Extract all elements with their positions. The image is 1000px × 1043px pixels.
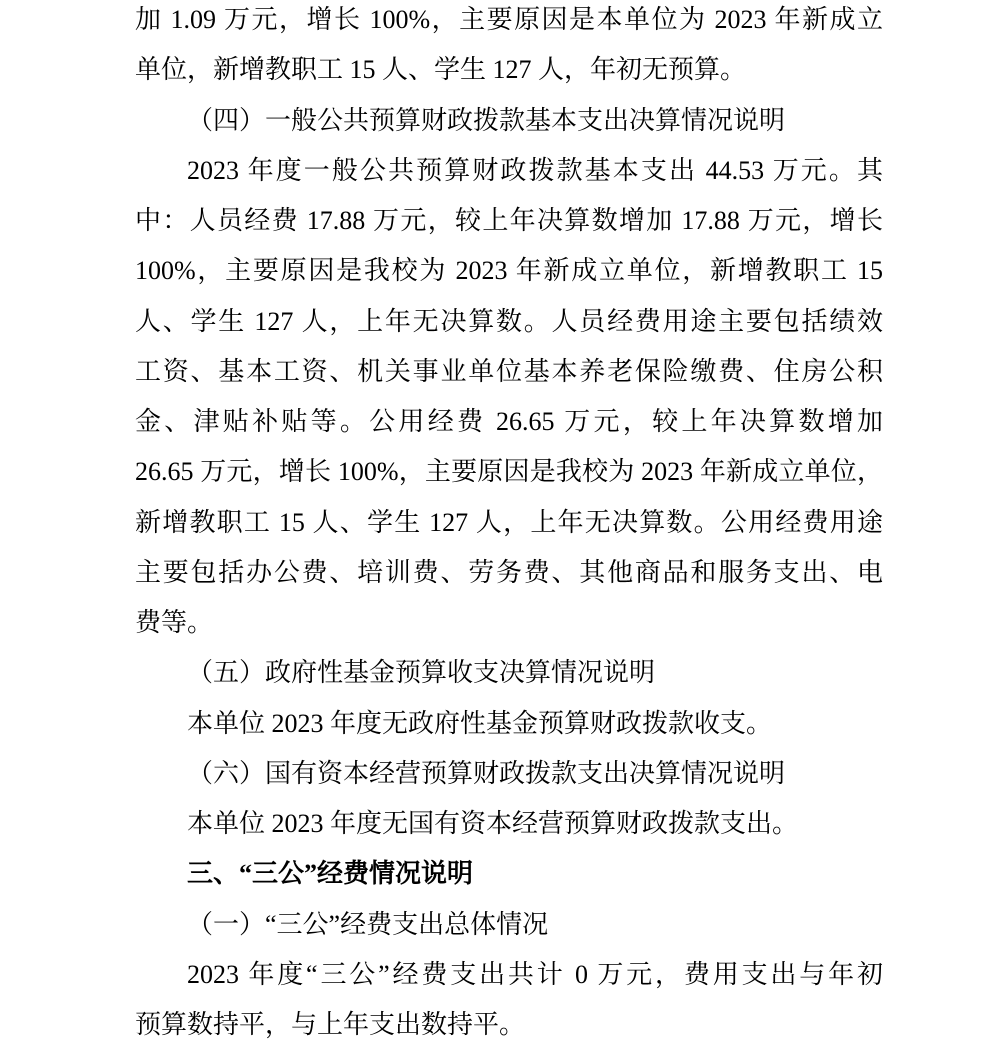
paragraph-continued (135, 5, 883, 85)
text-line: 单位，新增教职工 15 人、学生 127 人，年初无预算。 (135, 55, 747, 85)
text-line: 工资、基本工资、机关事业单位基本养老保险缴费、住房公积 (135, 356, 883, 386)
text-line: 26.65 万元，增长 100%，主要原因是我校为 2023 年新成立单位， (135, 457, 883, 487)
text-line: 新增教职工 15 人、学生 127 人，上年无决算数。公用经费用途 (135, 507, 883, 537)
text-line: 费等。 (135, 608, 214, 637)
subsection-heading-4: （四）一般公共预算财政拨款基本支出决算情况说明 (187, 105, 786, 135)
paragraph-basic-expenditure (135, 156, 883, 638)
text-line: 本单位 2023 年度无国有资本经营预算财政拨款支出。 (187, 809, 799, 838)
paragraph-three-public-expenses (135, 960, 883, 1040)
text-line: 金、津贴补贴等。公用经费 26.65 万元，较上年决算数增加 (135, 407, 883, 436)
text-line: 人、学生 127 人，上年无决算数。人员经费用途主要包括绩效 (135, 306, 883, 336)
text-line: 中：人员经费 17.88 万元，较上年决算数增加 17.88 万元，增长 (135, 206, 883, 235)
paragraph-government-fund (135, 709, 883, 739)
text-line: 本单位 2023 年度无政府性基金预算财政拨款收支。 (187, 708, 773, 738)
subsection-heading-6: （六）国有资本经营预算财政拨款支出决算情况说明 (187, 758, 786, 788)
text-line: 加 1.09 万元，增长 100%，主要原因是本单位为 2023 年新成立 (135, 5, 883, 34)
text-line: 2023 年度“三公”经费支出共计 0 万元，费用支出与年初 (187, 959, 883, 989)
text-line: 100%，主要原因是我校为 2023 年新成立单位，新增教职工 15 (135, 256, 883, 286)
subsection-heading-5: （五）政府性基金预算收支决算情况说明 (187, 658, 656, 688)
document-body (135, 5, 883, 1040)
text-line: 预算数持平，与上年支出数持平。 (135, 1010, 526, 1039)
subsection-heading-3-1: （一）“三公”经费支出总体情况 (187, 909, 549, 939)
section-heading-3: 三、“三公”经费情况说明 (187, 859, 474, 889)
paragraph-state-capital (135, 809, 883, 839)
text-line: 2023 年度一般公共预算财政拨款基本支出 44.53 万元。其 (187, 155, 883, 185)
text-line: 主要包括办公费、培训费、劳务费、其他商品和服务支出、电 (135, 557, 883, 587)
